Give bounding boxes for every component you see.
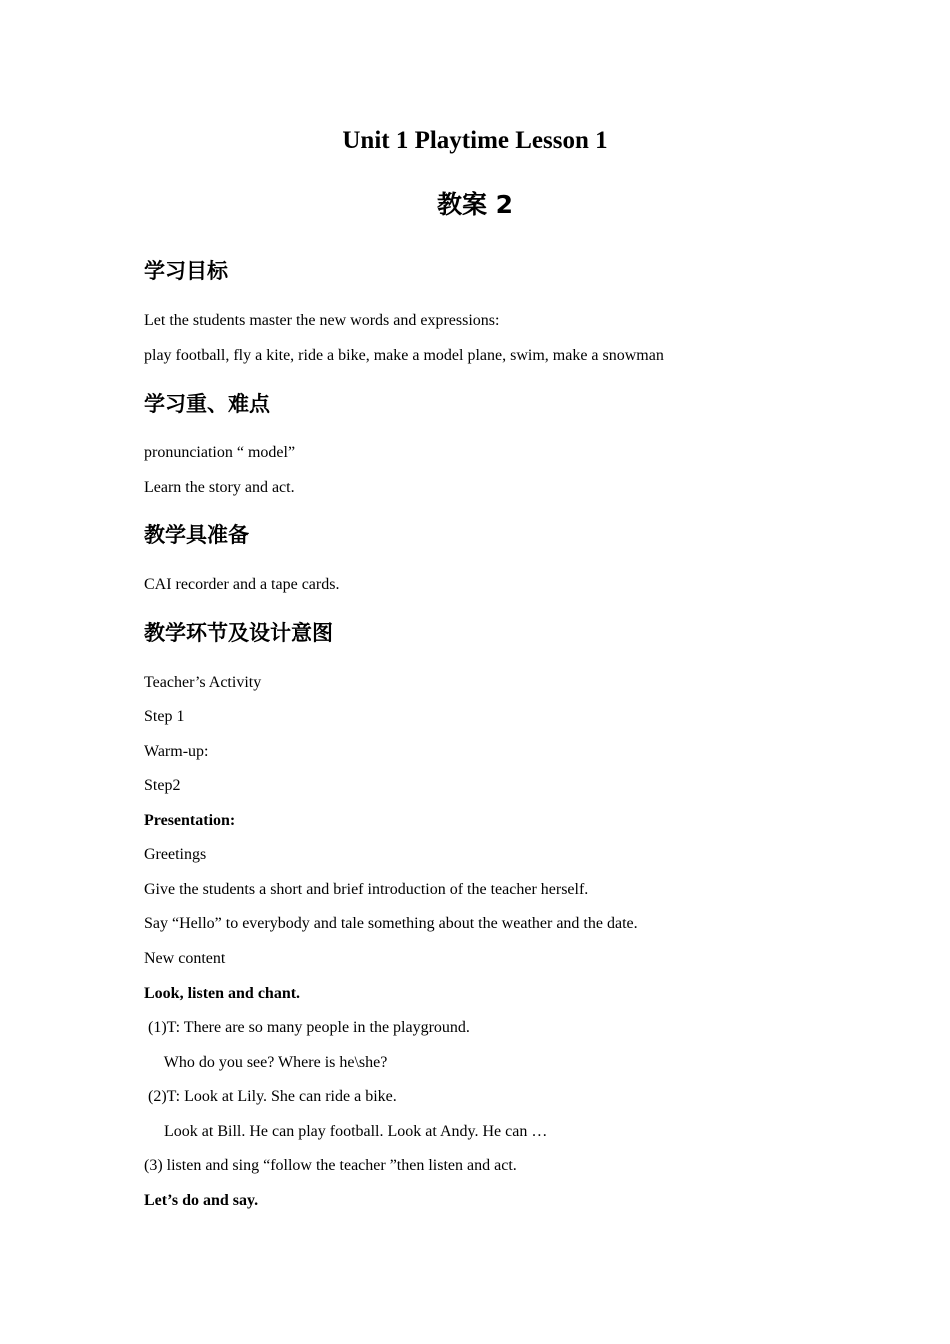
materials-line: CAI recorder and a tape cards. [144,576,340,593]
procedure-line: (1)T: There are so many people in the playground. [144,1019,470,1036]
procedure-line: Teacher’s Activity [144,674,262,691]
key-points-line: pronunciation “ model” [144,444,296,461]
procedure-line: Step 1 [144,708,185,725]
document-title: Unit 1 Playtime Lesson 1 [342,127,608,154]
procedure-line: Presentation: [144,812,236,829]
procedure-line: Give the students a short and brief introduction of the teacher herself. [144,881,589,898]
procedure-line: Step2 [144,777,181,794]
procedure-line: Greetings [144,846,207,863]
procedure-line: (2)T: Look at Lily. She can ride a bike. [144,1088,397,1105]
document-subtitle: 教案 2 [436,190,514,219]
key-points-line: Learn the story and act. [144,479,295,496]
section-heading-procedure: 教学环节及设计意图 [144,621,333,645]
procedure-line: Look, listen and chant. [144,985,301,1002]
procedure-line: New content [144,950,226,967]
procedure-line: Let’s do and say. [144,1192,259,1209]
objectives-line: Let the students master the new words and expressions: [144,312,500,329]
procedure-line: Say “Hello” to everybody and tale something about the weather and the date. [144,915,638,932]
section-heading-materials: 教学具准备 [144,523,249,547]
procedure-line: Look at Bill. He can play football. Look at Andy. He can … [144,1123,548,1140]
procedure-line: (3) listen and sing “follow the teacher ”then listen and act. [144,1157,517,1174]
procedure-line: Who do you see? Where is he\she? [144,1054,388,1071]
section-heading-key-points: 学习重、难点 [144,392,270,416]
procedure-line: Warm-up: [144,743,209,760]
objectives-line: play football, fly a kite, ride a bike, make a model plane, swim, make a snowman [144,347,664,364]
section-heading-objectives: 学习目标 [144,259,228,283]
